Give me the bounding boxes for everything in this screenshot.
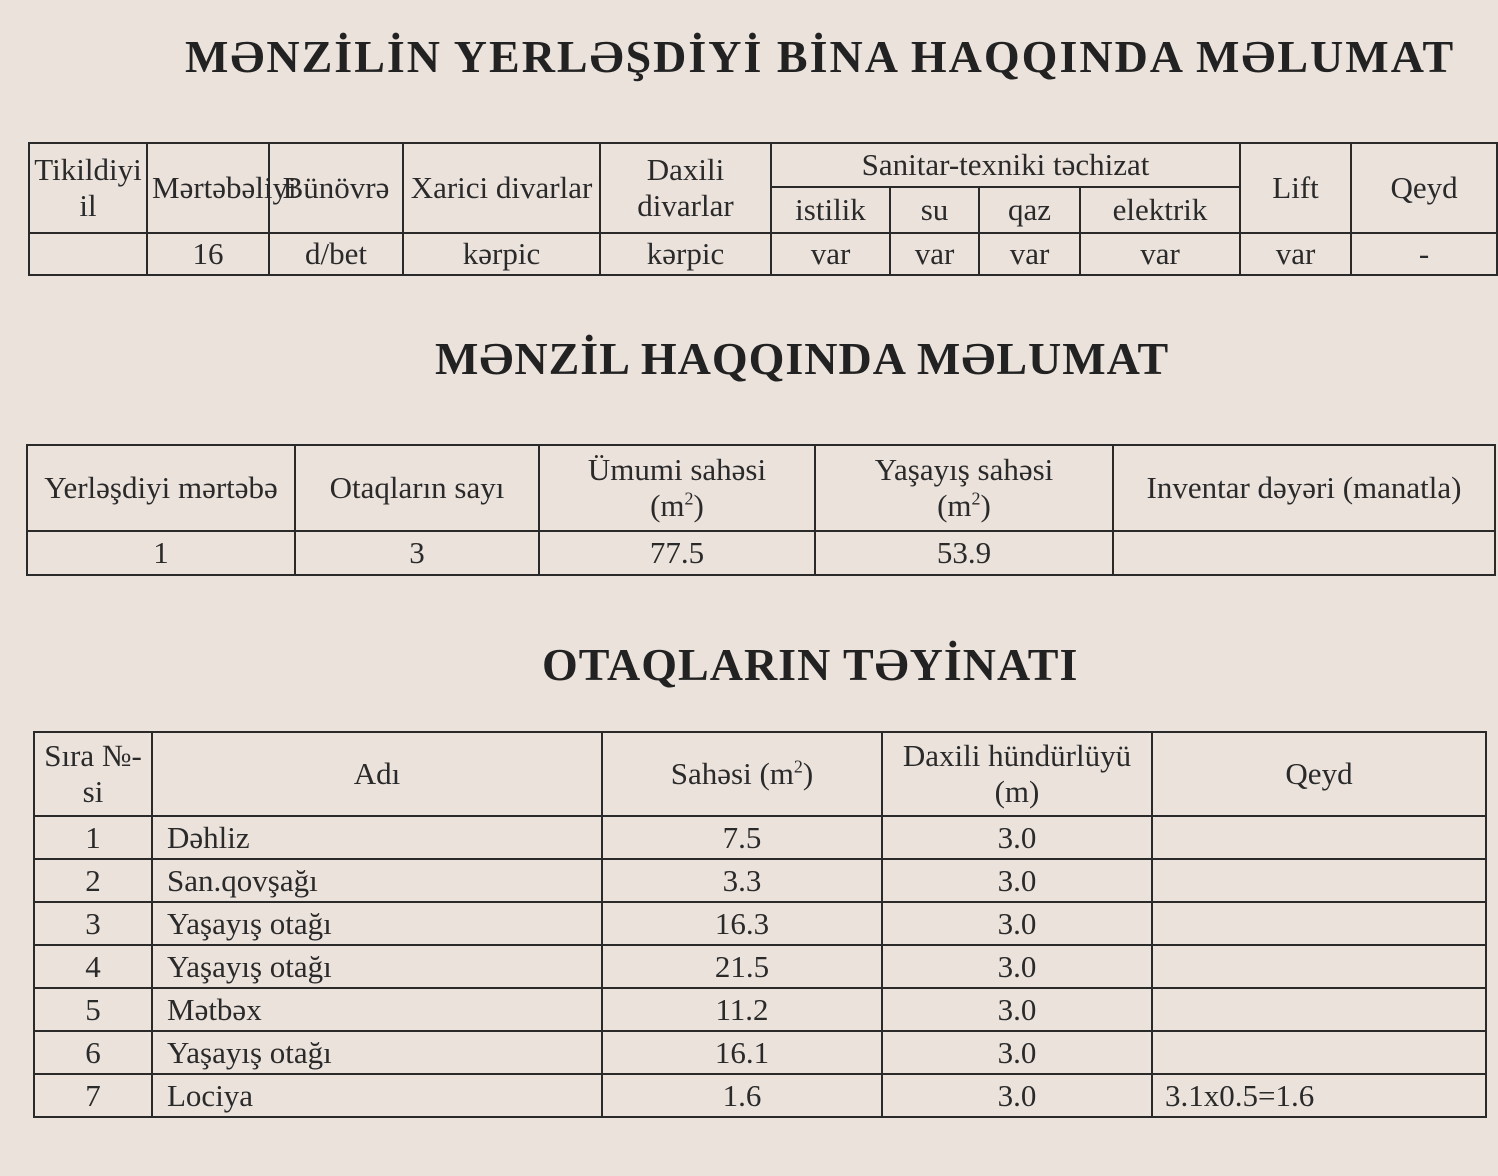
header-inventar-deyeri: Inventar dəyəri (manatla): [1113, 445, 1495, 531]
rooms-title: OTAQLARIN TƏYİNATI: [542, 639, 1079, 690]
room-area: 21.5: [602, 945, 882, 988]
header-daxili-hundurluk: Daxili hündürlüyü (m): [882, 732, 1152, 816]
room-name: Dəhliz: [152, 816, 602, 859]
room-name: Yaşayış otağı: [152, 902, 602, 945]
header-xarici-divarlar: Xarici divarlar: [403, 143, 600, 233]
row-number: 2: [34, 859, 152, 902]
row-number: 4: [34, 945, 152, 988]
header-istilik: istilik: [771, 187, 890, 233]
unit-close: ): [802, 756, 814, 792]
rooms-table: [33, 731, 1487, 1118]
row-number: 6: [34, 1031, 152, 1074]
value-qeyd: -: [1351, 233, 1497, 275]
header-su: su: [890, 187, 979, 233]
value-elektrik: var: [1080, 233, 1240, 275]
row-number: 3: [34, 902, 152, 945]
room-height: 3.0: [882, 1031, 1152, 1074]
rooms-table-body: [34, 816, 1486, 1117]
header-lift: Lift: [1240, 143, 1351, 233]
room-name: San.qovşağı: [152, 859, 602, 902]
room-note: [1152, 988, 1486, 1031]
header-sahe: [602, 732, 882, 816]
flat-info-title: MƏNZİL HAQQINDA MƏLUMAT: [435, 333, 1170, 384]
value-su: var: [890, 233, 979, 275]
header-umumi-sahe-label: Ümumi sahəsi: [587, 452, 767, 488]
room-note: [1152, 945, 1486, 988]
table-row: [34, 1031, 1486, 1074]
unit-label: (m: [937, 488, 972, 523]
room-height: 3.0: [882, 816, 1152, 859]
room-height: 3.0: [882, 859, 1152, 902]
value-bunovre: d/bet: [269, 233, 403, 275]
room-height: 3.0: [882, 988, 1152, 1031]
header-bunovre: Bünövrə: [269, 143, 403, 233]
room-height: 3.0: [882, 1074, 1152, 1117]
room-note: [1152, 816, 1486, 859]
room-note: [1152, 902, 1486, 945]
value-umumi-sahe: 77.5: [539, 531, 815, 575]
value-otaq-sayi: 3: [295, 531, 539, 575]
value-istilik: var: [771, 233, 890, 275]
room-area: 16.1: [602, 1031, 882, 1074]
flat-info-table: [26, 444, 1496, 576]
unit-close: ): [980, 488, 991, 523]
table-row: [34, 988, 1486, 1031]
table-row: [34, 945, 1486, 988]
building-info-table: [28, 142, 1498, 276]
header-yasayis-sahe: [815, 445, 1113, 531]
room-name: Yaşayış otağı: [152, 945, 602, 988]
room-name: Lociya: [152, 1074, 602, 1117]
table-row: [34, 859, 1486, 902]
value-qaz: var: [979, 233, 1080, 275]
room-name: Yaşayış otağı: [152, 1031, 602, 1074]
header-umumi-sahe: [539, 445, 815, 531]
building-info-title: MƏNZİLİN YERLƏŞDİYİ BİNA HAQQINDA MƏLUMAT: [185, 31, 1456, 82]
value-xarici-divarlar: kərpic: [403, 233, 600, 275]
room-area: 7.5: [602, 816, 882, 859]
row-number: 7: [34, 1074, 152, 1117]
table-row: [27, 531, 1495, 575]
room-note: [1152, 1031, 1486, 1074]
value-lift: var: [1240, 233, 1351, 275]
room-name: Mətbəx: [152, 988, 602, 1031]
room-height: 3.0: [882, 902, 1152, 945]
table-row: [34, 816, 1486, 859]
room-note: 3.1x0.5=1.6: [1152, 1074, 1486, 1117]
room-area: 3.3: [602, 859, 882, 902]
table-row: [34, 1074, 1486, 1117]
value-daxili-divarlar: kərpic: [600, 233, 771, 275]
header-qeyd: Qeyd: [1152, 732, 1486, 816]
header-tikildiyi-il: Tikildiyi il: [29, 143, 147, 233]
row-number: 1: [34, 816, 152, 859]
unit-close: ): [693, 488, 704, 523]
unit-superscript: 2: [793, 756, 803, 777]
room-height: 3.0: [882, 945, 1152, 988]
value-tikildiyi-il: [29, 233, 147, 275]
unit-label: (m: [650, 488, 685, 523]
row-number: 5: [34, 988, 152, 1031]
header-adi: Adı: [152, 732, 602, 816]
header-qeyd: Qeyd: [1351, 143, 1497, 233]
header-mertebeliyi: Mərtəbəliyi: [147, 143, 269, 233]
room-area: 11.2: [602, 988, 882, 1031]
header-elektrik: elektrik: [1080, 187, 1240, 233]
header-daxili-divarlar: Daxili divarlar: [600, 143, 771, 233]
header-yasayis-sahe-label: Yaşayış sahəsi: [874, 452, 1054, 488]
room-area: 16.3: [602, 902, 882, 945]
room-note: [1152, 859, 1486, 902]
room-area: 1.6: [602, 1074, 882, 1117]
value-mertebe: 1: [27, 531, 295, 575]
value-yasayis-sahe: 53.9: [815, 531, 1113, 575]
header-sira-nomresi: Sıra №-si: [34, 732, 152, 816]
header-yerlesdiyi-mertebe: Yerləşdiyi mərtəbə: [27, 445, 295, 531]
table-row: [29, 233, 1497, 275]
value-inventar: [1113, 531, 1495, 575]
unit-superscript: 2: [684, 488, 694, 509]
value-mertebeliyi: 16: [147, 233, 269, 275]
table-row: [34, 902, 1486, 945]
header-qaz: qaz: [979, 187, 1080, 233]
header-sanitar-texniki: Sanitar-texniki təchizat: [771, 143, 1240, 187]
unit-superscript: 2: [971, 488, 981, 509]
header-sahe-label: Sahəsi (m: [670, 756, 794, 792]
header-otaqlarin-sayi: Otaqların sayı: [295, 445, 539, 531]
